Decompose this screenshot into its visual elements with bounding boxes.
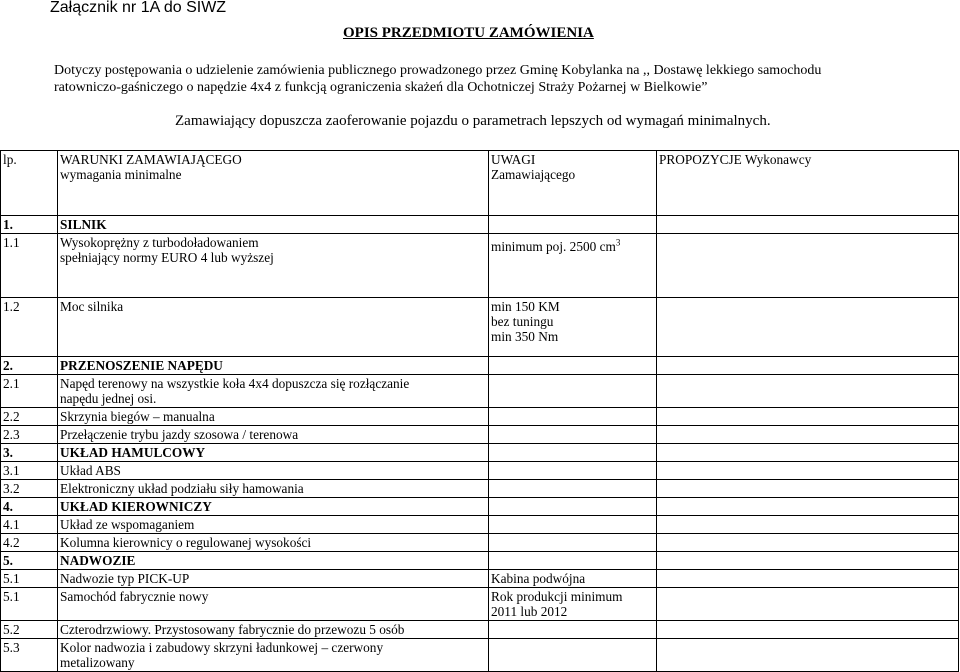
row-uwagi [489, 216, 657, 234]
table-row [1, 444, 959, 462]
row-description [58, 639, 489, 672]
header-warunki-line2: wymagania minimalne [60, 167, 182, 182]
row-number: 5.3 [1, 639, 58, 672]
row-uwagi [489, 621, 657, 639]
requirements-table [0, 150, 959, 672]
row-number: 5.1 [1, 588, 58, 621]
row-propozycje [657, 621, 959, 639]
row-number: 1.2 [1, 298, 58, 357]
header-lp-text: lp. [3, 152, 17, 167]
superscript-three: 3 [615, 237, 621, 248]
row-description [58, 375, 489, 408]
row-propozycje [657, 480, 959, 498]
row-uwagi-line3: min 350 Nm [491, 329, 559, 344]
row-uwagi [489, 498, 657, 516]
header-warunki [58, 151, 489, 216]
table-row [1, 480, 959, 498]
row-propozycje [657, 357, 959, 375]
row-propozycje [657, 498, 959, 516]
row-description-line2: napędu jednej osi. [60, 391, 157, 406]
intro-line-2: ratowniczo-gaśniczego o napędzie 4x4 z funkcją ograniczenia skażeń dla Ochotniczej Straży Pożarnej w Bielkowie” [54, 80, 708, 95]
table-header-row [1, 151, 959, 216]
row-number: 2. [1, 357, 58, 375]
row-propozycje [657, 216, 959, 234]
row-uwagi-line2: bez tuningu [491, 314, 554, 329]
header-uwagi-line2: Zamawiającego [491, 167, 576, 182]
header-propozycje-text: PROPOZYCJE Wykonawcy [659, 152, 812, 167]
row-number: 2.1 [1, 375, 58, 408]
row-number: 3.2 [1, 480, 58, 498]
row-number: 5. [1, 552, 58, 570]
row-description-line1: Kolor nadwozia i zabudowy skrzyni ładunkowej – czerwony [60, 640, 384, 655]
row-uwagi [489, 426, 657, 444]
row-description: Nadwozie typ PICK-UP [58, 570, 489, 588]
row-number: 3. [1, 444, 58, 462]
row-number: 4. [1, 498, 58, 516]
row-description: Moc silnika [58, 298, 489, 357]
row-propozycje [657, 462, 959, 480]
row-propozycje [657, 534, 959, 552]
row-uwagi [489, 462, 657, 480]
table-row [1, 639, 959, 672]
row-uwagi [489, 444, 657, 462]
row-number: 1.1 [1, 234, 58, 298]
table-row [1, 462, 959, 480]
row-section-title: UKŁAD KIEROWNICZY [58, 498, 489, 516]
row-section-title: SILNIK [58, 216, 489, 234]
row-number: 5.1 [1, 570, 58, 588]
table-row [1, 375, 959, 408]
table-row [1, 552, 959, 570]
row-propozycje [657, 375, 959, 408]
row-number: 4.2 [1, 534, 58, 552]
row-number: 2.3 [1, 426, 58, 444]
row-uwagi [489, 639, 657, 672]
row-uwagi [489, 588, 657, 621]
table-row [1, 588, 959, 621]
table-row [1, 357, 959, 375]
row-description: Czterodrzwiowy. Przystosowany fabrycznie do przewozu 5 osób [58, 621, 489, 639]
row-propozycje [657, 552, 959, 570]
row-description-line1: Napęd terenowy na wszystkie koła 4x4 dopuszcza się rozłączanie [60, 376, 410, 391]
row-description: Układ ze wspomaganiem [58, 516, 489, 534]
row-number: 2.2 [1, 408, 58, 426]
row-description [58, 234, 489, 298]
row-uwagi-line1: minimum poj. 2500 cm [491, 239, 616, 254]
row-section-title: NADWOZIE [58, 552, 489, 570]
document-title: OPIS PRZEDMIOTU ZAMÓWIENIA [343, 25, 594, 41]
table-row [1, 498, 959, 516]
row-description: Skrzynia biegów – manualna [58, 408, 489, 426]
row-description: Przełączenie trybu jazdy szosowa / terenowa [58, 426, 489, 444]
row-uwagi [489, 357, 657, 375]
intro-line-1: Dotyczy postępowania o udzielenie zamówienia publicznego prowadzonego przez Gminę Kobylanka na ,, Dostawę lekkiego samochodu [54, 63, 822, 78]
row-number: 1. [1, 216, 58, 234]
row-description: Układ ABS [58, 462, 489, 480]
row-uwagi [489, 375, 657, 408]
table-row [1, 516, 959, 534]
attachment-label: Załącznik nr 1A do SIWZ [50, 0, 227, 16]
row-description: Kolumna kierownicy o regulowanej wysokości [58, 534, 489, 552]
row-number: 3.1 [1, 462, 58, 480]
row-description: Samochód fabrycznie nowy [58, 588, 489, 621]
table-row [1, 621, 959, 639]
header-lp [1, 151, 58, 216]
row-uwagi [489, 234, 657, 298]
row-uwagi [489, 408, 657, 426]
table-row [1, 298, 959, 357]
row-uwagi-line2: 2011 lub 2012 [491, 604, 568, 619]
table-row [1, 216, 959, 234]
row-description-line1: Wysokoprężny z turbodoładowaniem [60, 235, 259, 250]
table-row [1, 234, 959, 298]
row-description: Elektroniczny układ podziału siły hamowania [58, 480, 489, 498]
header-uwagi [489, 151, 657, 216]
row-propozycje [657, 408, 959, 426]
row-section-title: UKŁAD HAMULCOWY [58, 444, 489, 462]
table-row [1, 426, 959, 444]
row-propozycje [657, 444, 959, 462]
row-propozycje [657, 234, 959, 298]
row-description-line2: spełniający normy EURO 4 lub wyższej [60, 250, 274, 265]
row-uwagi-line1: min 150 KM [491, 299, 560, 314]
table-row [1, 570, 959, 588]
row-uwagi [489, 534, 657, 552]
row-propozycje [657, 639, 959, 672]
row-uwagi-line1: Rok produkcji minimum [491, 589, 623, 604]
row-propozycje [657, 516, 959, 534]
row-uwagi: Kabina podwójna [489, 570, 657, 588]
header-warunki-line1: WARUNKI ZAMAWIAJĄCEGO [60, 152, 242, 167]
header-uwagi-line1: UWAGI [491, 152, 536, 167]
note-text: Zamawiający dopuszcza zaoferowanie pojazdu o parametrach lepszych od wymagań minimalnych. [175, 113, 771, 129]
row-propozycje [657, 298, 959, 357]
row-uwagi [489, 480, 657, 498]
table-row [1, 534, 959, 552]
table-row [1, 408, 959, 426]
row-propozycje [657, 588, 959, 621]
row-number: 5.2 [1, 621, 58, 639]
row-description-line2: metalizowany [60, 655, 135, 670]
row-propozycje [657, 570, 959, 588]
header-propozycje [657, 151, 959, 216]
row-uwagi [489, 298, 657, 357]
row-propozycje [657, 426, 959, 444]
row-uwagi [489, 552, 657, 570]
row-number: 4.1 [1, 516, 58, 534]
row-section-title: PRZENOSZENIE NAPĘDU [58, 357, 489, 375]
row-uwagi [489, 516, 657, 534]
